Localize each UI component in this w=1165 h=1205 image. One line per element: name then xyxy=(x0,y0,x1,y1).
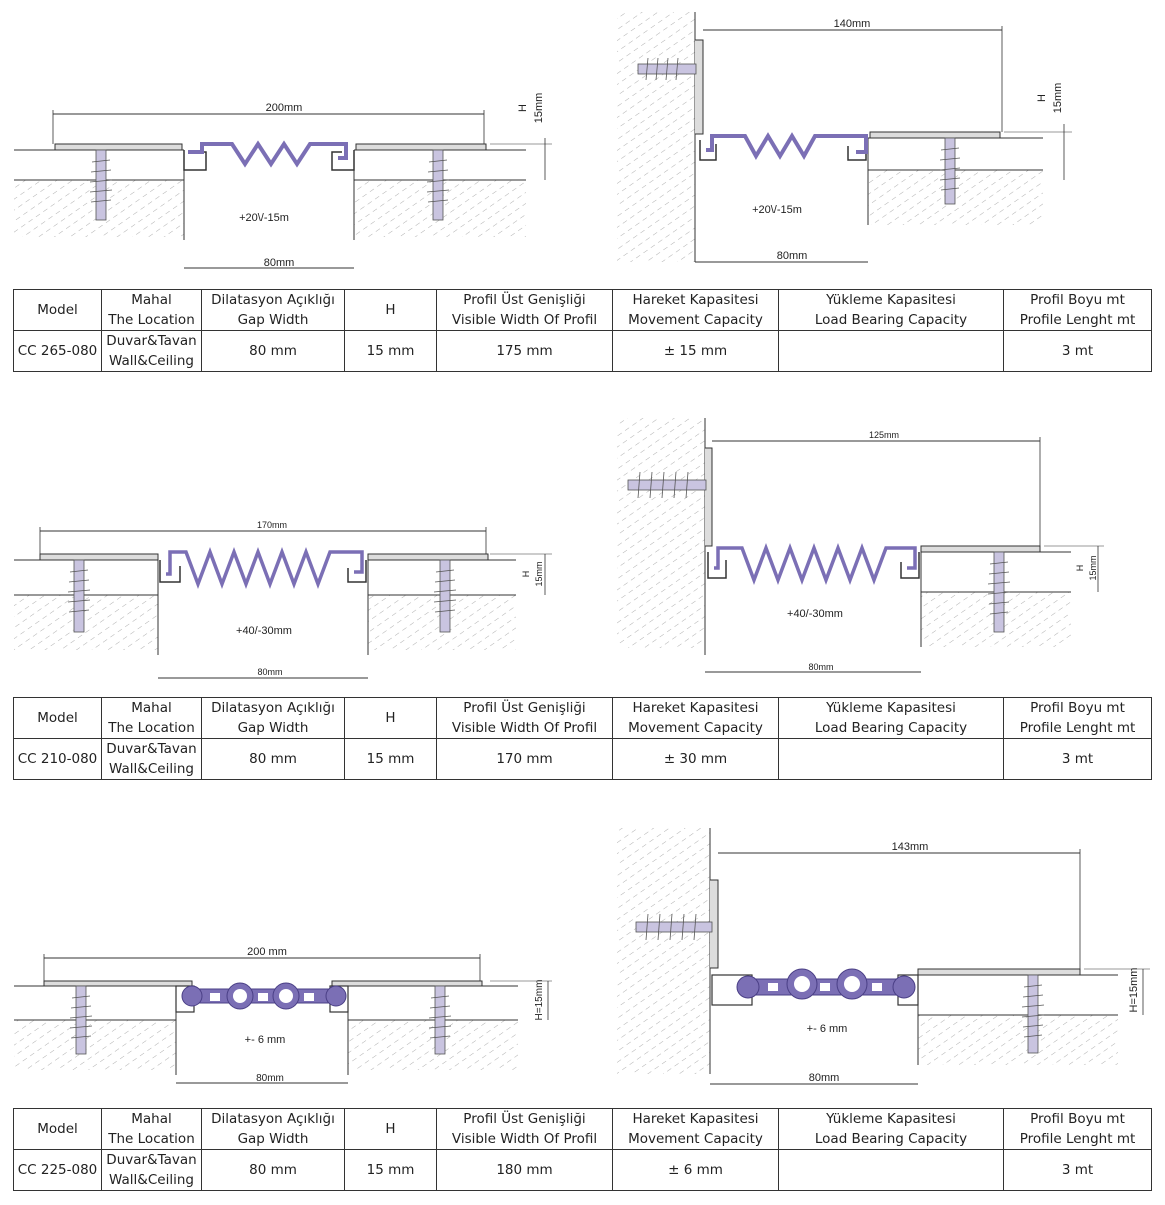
floor-h-label: H xyxy=(517,104,529,112)
floor-gap-label: 80mm xyxy=(256,1073,284,1084)
table-header-row xyxy=(14,290,1152,331)
floor-width-label: 200 mm xyxy=(247,946,287,958)
floor-width-label: 200mm xyxy=(265,102,303,114)
cell-movement: ± 15 mm xyxy=(613,331,779,372)
cell-gap: 80 mm xyxy=(202,739,345,780)
header-movement: Hareket Kapasitesi Movement Capacity xyxy=(613,698,779,739)
spec-table-2 xyxy=(13,697,1152,780)
cell-load xyxy=(779,1150,1004,1191)
wall-detail-2 xyxy=(617,418,1104,672)
floor-h-label: H xyxy=(521,570,531,578)
cell-gap: 80 mm xyxy=(202,331,345,372)
cell-h: 15 mm xyxy=(345,739,437,780)
cell-h: 15 mm xyxy=(345,331,437,372)
wall-h-label: H xyxy=(1036,94,1048,102)
wall-detail-3 xyxy=(617,828,1150,1084)
header-location: Mahal The Location xyxy=(102,290,202,331)
spec-table-1 xyxy=(13,289,1152,372)
cell-width: 175 mm xyxy=(437,331,613,372)
header-load: Yükleme Kapasitesi Load Bearing Capacity xyxy=(779,1109,1004,1150)
floor-movement-label: +40/-30mm xyxy=(236,625,292,637)
header-visible-width: Profil Üst Genişliği Visible Width Of Profil xyxy=(437,1109,613,1150)
table-row xyxy=(14,739,1152,780)
table-row xyxy=(14,331,1152,372)
wall-detail-1 xyxy=(617,12,1072,262)
floor-movement-label: +20\/-15m xyxy=(239,212,289,224)
wall-movement-label: +40/-30mm xyxy=(787,608,843,620)
floor-width-label: 170mm xyxy=(256,520,288,530)
wall-mass xyxy=(617,12,695,262)
header-visible-width: Profil Üst Genişliği Visible Width Of Profil xyxy=(437,290,613,331)
cell-location: Duvar&Tavan Wall&Ceiling xyxy=(102,739,202,780)
spec-table-3 xyxy=(13,1108,1152,1191)
table-header-row xyxy=(14,1109,1152,1150)
header-model: Model xyxy=(14,1109,102,1150)
header-movement: Hareket Kapasitesi Movement Capacity xyxy=(613,1109,779,1150)
wall-h-label: H xyxy=(1075,564,1085,572)
wall-movement-label: +20\/-15m xyxy=(752,204,802,216)
cell-movement: ± 6 mm xyxy=(613,1150,779,1191)
aluminium-flange-right xyxy=(356,144,486,150)
wall-h-combined: H=15mm xyxy=(1128,967,1140,1013)
aluminium-flange-left xyxy=(55,144,182,150)
cell-model: CC 210-080 xyxy=(14,739,102,780)
header-location: Mahal The Location xyxy=(102,1109,202,1150)
header-length: Profil Boyu mt Profile Lenght mt xyxy=(1004,290,1152,331)
floor-h-value: 15mm xyxy=(534,561,544,587)
wall-gap-label: 80mm xyxy=(776,250,808,262)
cell-width: 180 mm xyxy=(437,1150,613,1191)
header-gap-width: Dilatasyon Açıklığı Gap Width xyxy=(202,698,345,739)
cell-length: 3 mt xyxy=(1004,331,1152,372)
header-length: Profil Boyu mt Profile Lenght mt xyxy=(1004,1109,1152,1150)
header-movement: Hareket Kapasitesi Movement Capacity xyxy=(613,290,779,331)
header-model: Model xyxy=(14,698,102,739)
wall-h-value: 15mm xyxy=(1052,82,1064,114)
cell-length: 3 mt xyxy=(1004,1150,1152,1191)
floor-detail-1 xyxy=(14,93,552,269)
wall-movement-label: +- 6 mm xyxy=(806,1023,848,1035)
cell-movement: ± 30 mm xyxy=(613,739,779,780)
cell-load xyxy=(779,331,1004,372)
cell-model: CC 265-080 xyxy=(14,331,102,372)
floor-detail-2 xyxy=(14,520,552,678)
cell-location: Duvar&Tavan Wall&Ceiling xyxy=(102,1150,202,1191)
wall-width-label: 125mm xyxy=(868,430,900,440)
floor-gap-label: 80mm xyxy=(257,667,283,677)
header-load: Yükleme Kapasitesi Load Bearing Capacity xyxy=(779,698,1004,739)
rubber-insert xyxy=(706,136,866,156)
cell-gap: 80 mm xyxy=(202,1150,345,1191)
floor-movement-label: +- 6 mm xyxy=(244,1034,286,1046)
floor-h-value: 15mm xyxy=(533,92,545,124)
wall-gap-label: 80mm xyxy=(808,662,834,672)
header-h: H xyxy=(345,698,437,739)
wall-h-value: 15mm xyxy=(1088,555,1098,581)
floor-gap-label: 80mm xyxy=(263,257,295,269)
wall-gap-label: 80mm xyxy=(808,1072,840,1084)
table-header-row xyxy=(14,698,1152,739)
header-h: H xyxy=(345,1109,437,1150)
table-row xyxy=(14,1150,1152,1191)
cell-h: 15 mm xyxy=(345,1150,437,1191)
header-gap-width: Dilatasyon Açıklığı Gap Width xyxy=(202,1109,345,1150)
header-load: Yükleme Kapasitesi Load Bearing Capacity xyxy=(779,290,1004,331)
floor-detail-3 xyxy=(14,946,552,1084)
header-length: Profil Boyu mt Profile Lenght mt xyxy=(1004,698,1152,739)
floor-h-combined: H=15mm xyxy=(534,979,545,1021)
header-visible-width: Profil Üst Genişliği Visible Width Of Profil xyxy=(437,698,613,739)
cell-location: Duvar&Tavan Wall&Ceiling xyxy=(102,331,202,372)
wall-width-label: 143mm xyxy=(891,841,929,853)
header-h: H xyxy=(345,290,437,331)
cell-model: CC 225-080 xyxy=(14,1150,102,1191)
cell-width: 170 mm xyxy=(437,739,613,780)
cell-length: 3 mt xyxy=(1004,739,1152,780)
header-model: Model xyxy=(14,290,102,331)
wall-width-label: 140mm xyxy=(833,18,871,30)
rubber-insert xyxy=(188,144,346,164)
header-gap-width: Dilatasyon Açıklığı Gap Width xyxy=(202,290,345,331)
header-location: Mahal The Location xyxy=(102,698,202,739)
cell-load xyxy=(779,739,1004,780)
